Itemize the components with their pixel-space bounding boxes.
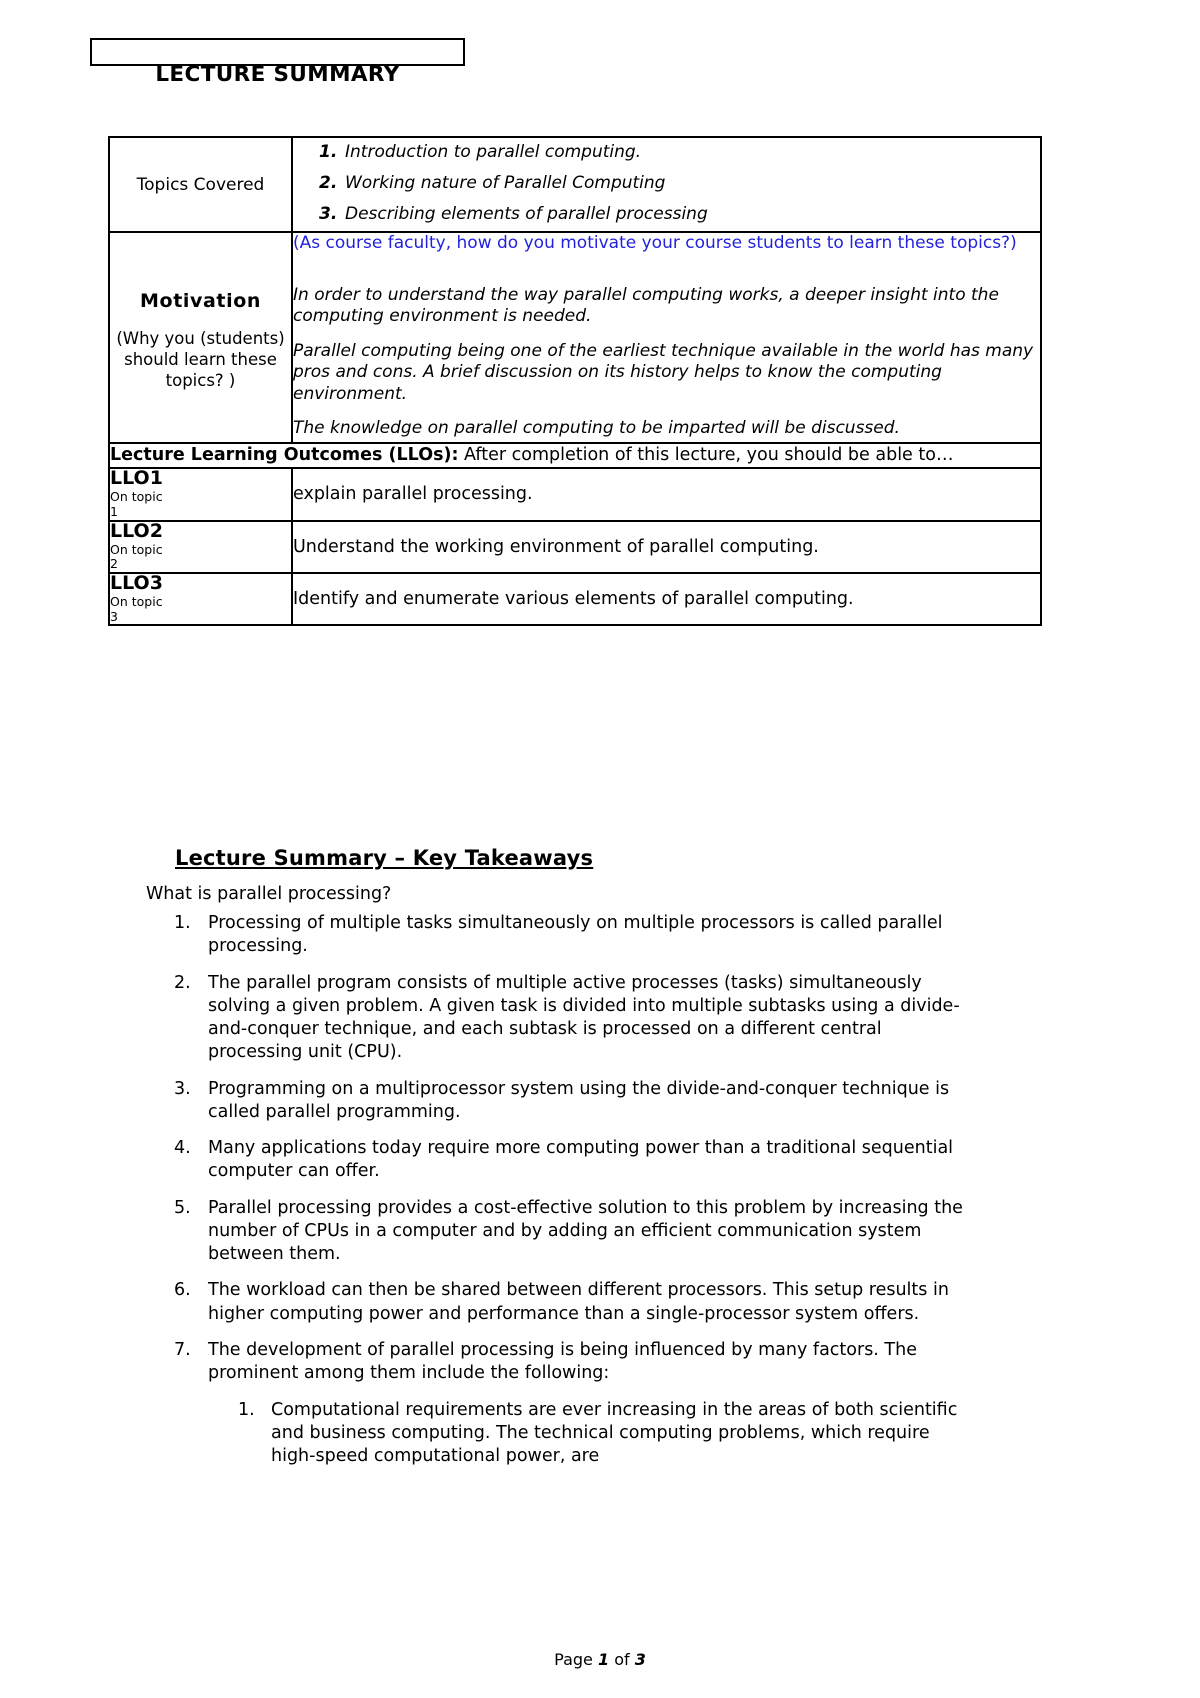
list-marker: 3. [174, 1078, 191, 1099]
llo-topic-text: On topic [110, 489, 163, 505]
llo-topic-text: On topic [110, 541, 163, 557]
key-takeaways-list [146, 912, 976, 1481]
list-item-text: Many applications today require more computing power than a traditional sequential computer can offer. [208, 1138, 954, 1182]
llo-topic-number: 1 [110, 503, 118, 519]
page-title: LECTURE SUMMARY [155, 62, 400, 87]
motivation-label-cell [109, 232, 292, 443]
llo-code: LLO1 [110, 467, 163, 490]
motivation-paragraph: Parallel computing being one of the earliest technique available in the world has many pros and cons. A brief discussion on its history helps to know the computing environment. [293, 340, 1034, 404]
footer-total-pages: 3 [634, 1650, 646, 1669]
table-row [109, 573, 1041, 625]
topic-text: Introduction to parallel computing. [345, 142, 642, 162]
motivation-prompt: (As course faculty, how do you motivate your course students to learn these topics?) [293, 233, 1017, 253]
llo-topic-number: 2 [110, 556, 118, 572]
llo-code: LLO3 [110, 572, 163, 595]
motivation-content-cell [292, 232, 1041, 443]
topic-text: Describing elements of parallel processing [345, 204, 708, 224]
motivation-paragraph: In order to understand the way parallel computing works, a deeper insight into the computing environment is needed. [293, 284, 999, 327]
list-item-text: The development of parallel processing is being influenced by many factors. The prominent among them include the following: [208, 1339, 917, 1384]
list-marker: 7. [174, 1339, 191, 1360]
motivation-subtitle: (Why you (students) should learn these topics? ) [116, 328, 285, 391]
list-item-text: Parallel processing provides a cost-effective solution to this problem by increasing the number of CPUs in a computer and by adding an efficient communication system between them. [208, 1197, 963, 1265]
footer-prefix: Page [554, 1650, 598, 1669]
llo-code: LLO2 [110, 519, 163, 542]
llo-header-row [109, 443, 1041, 468]
llo-text: Identify and enumerate various elements of parallel computing. [292, 573, 1041, 625]
llo-topic-text: On topic [110, 593, 163, 609]
list-item [146, 1078, 976, 1125]
topics-covered-row [109, 137, 1041, 232]
llo-topic-label [110, 595, 291, 625]
list-marker: 1. [174, 913, 191, 933]
llo-code-cell [109, 521, 292, 573]
list-item [146, 1279, 976, 1326]
list-item [208, 1399, 976, 1469]
list-item-text: The parallel program consists of multiple active processes (tasks) simultaneously solving a given problem. A given task is divided into multiple subtasks using a divide-and-conquer technique, and each subtask is processed on a different central processing unit (CPU). [208, 972, 960, 1063]
list-item [293, 169, 1040, 200]
llo-code-cell [109, 573, 292, 625]
llo-topic-number: 3 [110, 608, 118, 624]
llo-topic-label [110, 490, 291, 520]
key-takeaways-sublist [208, 1399, 976, 1469]
motivation-row [109, 232, 1041, 443]
list-marker: 4. [174, 1138, 191, 1159]
llo-header-rest: After completion of this lecture, you should be able to… [458, 445, 954, 466]
llo-topic-label [110, 543, 291, 573]
llo-text: explain parallel processing. [292, 468, 1041, 520]
list-item-text: Computational requirements are ever increasing in the areas of both scientific and business computing. The technical computing problems, which require high-speed computational power, are [271, 1399, 958, 1467]
topics-covered-label: Topics Covered [109, 137, 292, 232]
list-item [146, 1197, 976, 1267]
llo-code-cell [109, 468, 292, 520]
motivation-paragraph: The knowledge on parallel computing to be imparted will be discussed. [293, 418, 900, 439]
list-item [146, 1339, 976, 1468]
table-row [109, 468, 1041, 520]
list-item [146, 972, 976, 1065]
llo-header-bold: Lecture Learning Outcomes (LLOs): [110, 445, 459, 466]
topic-text: Working nature of Parallel Computing [345, 173, 666, 193]
list-item [146, 1137, 976, 1184]
list-item-text: Programming on a multiprocessor system using the divide-and-conquer technique is called parallel programming. [208, 1078, 950, 1122]
llo-header-cell [109, 443, 1041, 468]
key-takeaways-question: What is parallel processing? [146, 884, 392, 904]
footer-page-number: 1 [597, 1650, 610, 1669]
llo-text: Understand the working environment of parallel computing. [292, 521, 1041, 573]
list-item [293, 200, 1040, 231]
topics-covered-cell [292, 137, 1041, 232]
topic-number: 2. [319, 173, 338, 193]
list-marker: 2. [174, 972, 191, 993]
table-row [109, 521, 1041, 573]
topic-number: 3. [319, 204, 338, 224]
list-item-text: The workload can then be shared between different processors. This setup results in higher computing power and performance than a single-processor system offers. [208, 1280, 949, 1324]
list-marker: 5. [174, 1197, 191, 1218]
lecture-summary-table [108, 136, 1042, 626]
list-marker: 6. [174, 1280, 191, 1301]
list-marker: 1. [238, 1399, 255, 1420]
page-footer [0, 1650, 1200, 1669]
key-takeaways-heading: Lecture Summary – Key Takeaways [175, 846, 594, 870]
topic-number: 1. [319, 142, 338, 162]
topics-list [293, 138, 1040, 231]
list-item [146, 912, 976, 959]
list-item [293, 138, 1040, 169]
footer-middle: of [609, 1650, 635, 1669]
list-item-text: Processing of multiple tasks simultaneously on multiple processors is called parallel processing. [208, 913, 943, 957]
motivation-title: Motivation [140, 289, 261, 312]
